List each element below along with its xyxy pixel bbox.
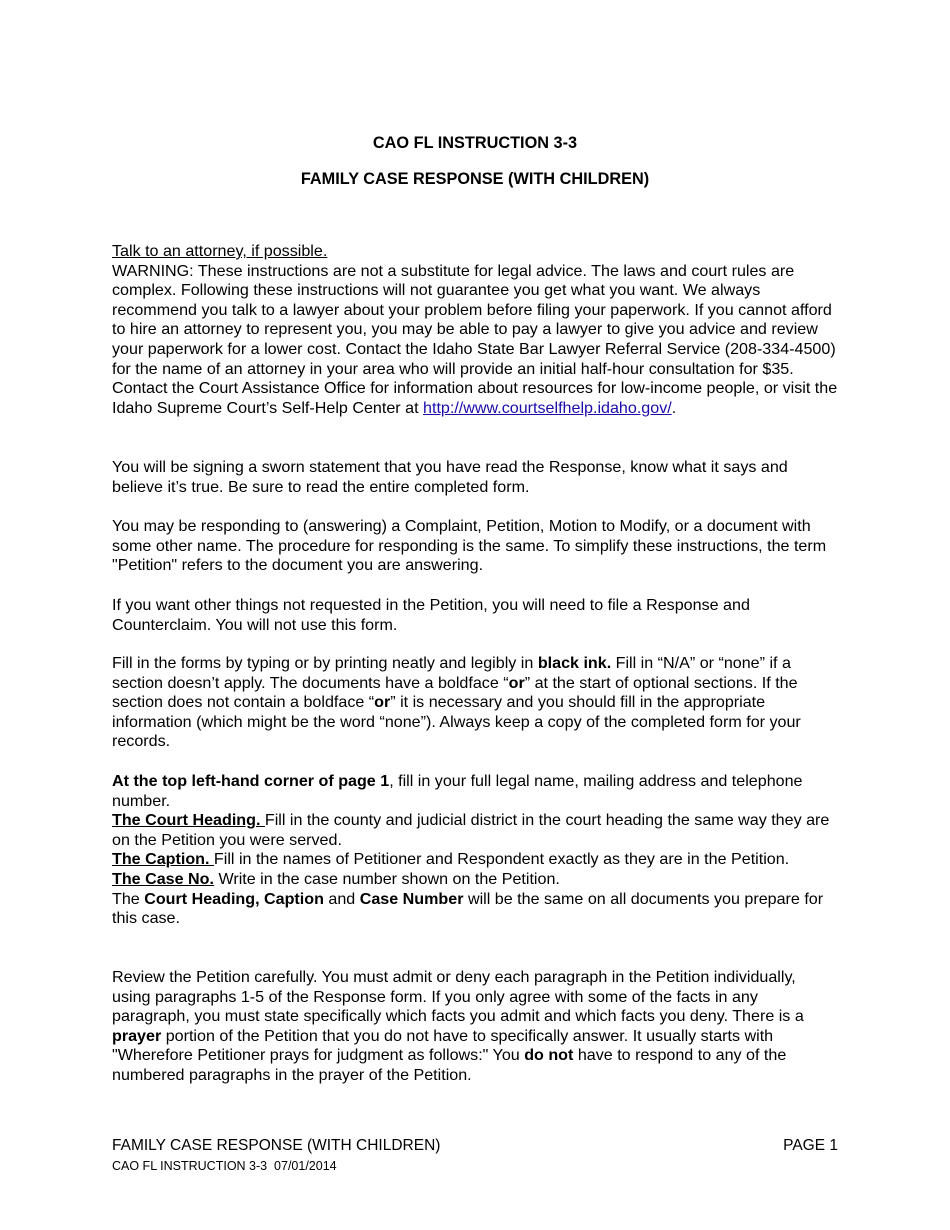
black-ink-bold: black ink. [537,654,612,672]
same-text-3: will be the same on all documents you prepare for this case. [112,889,824,928]
other-things-paragraph: If you want other things not requested in the Petition, you will need to file a Response and Counterclaim. You will not use this form. [112,596,750,634]
sworn-paragraph: You will be signing a sworn statement that you have read the Response, know what it says and believe it’s true. Be sure to read the entire completed form. [112,458,788,496]
case-no-text: Write in the case number shown on the Petition. [213,869,560,888]
fill-in-paragraph [112,654,838,752]
heading-instructions [112,772,838,929]
review-text-1: Review the Petition carefully. You must admit or deny each paragraph in the Petition individually, using paragraphs 1-5 of the Response form. If you only agree with some of the facts in any paragraph, you must state specifically which facts you admit and which facts you deny. There is a [112,968,804,1026]
fill-in-text-1: Fill in the forms by typing or by printing neatly and legibly in [112,654,538,672]
document-subtitle: FAMILY CASE RESPONSE (WITH CHILDREN) [300,170,650,188]
do-not-bold: do not [524,1046,574,1065]
responding-paragraph: You may be responding to (answering) a Complaint, Petition, Motion to Modify, or a document with some other name. The procedure for responding is the same. To simplify these instructions, the term "Petition" refers to the document you are answering. [112,517,827,575]
attorney-heading: Talk to an attorney, if possible. [112,242,328,260]
fill-in-text-4: ” it is necessary and you should fill in the appropriate information (which might be the word “none”). Always keep a copy of the completed form for your records. [112,693,801,751]
top-corner-text: , fill in your full legal name, mailing address and telephone number. [112,772,803,810]
same-text-1: The [112,889,145,908]
court-heading-label: The Court Heading. [112,811,265,830]
page-number: PAGE 1 [783,1137,838,1154]
document-title: CAO FL INSTRUCTION 3-3 [372,134,578,152]
footer-title: FAMILY CASE RESPONSE (WITH CHILDREN) [112,1137,441,1154]
warning-paragraph [112,242,838,418]
same-text-2: and [323,889,360,908]
caption-label: The Caption. [112,850,214,869]
footer-form-id: CAO FL INSTRUCTION 3-3 07/01/2014 [112,1159,337,1173]
review-text-2: portion of the Petition that you do not have to specifically answer. It usually starts with "Wherefore Petitioner prays for judgment as follows:" You [112,1026,774,1065]
fill-in-text-3: ” at the start of optional sections. If the section does not contain a boldface “ [112,673,798,712]
courtselfhelp-link[interactable]: http://www.courtselfhelp.idaho.gov/ [423,398,672,417]
court-heading-text: Fill in the county and judicial district in the court heading the same way they are on the Petition you were served. [112,811,830,849]
caption-text: Fill in the names of Petitioner and Respondent exactly as they are in the Petition. [213,850,790,869]
warning-text: WARNING: These instructions are not a substitute for legal advice. The laws and court rules are complex. Following these instructions will not guarantee you get what you want. We always recommend you talk to a lawyer about your problem before filing your paperwork. If you cannot afford to hire an attorney to represent you, you may be able to pay a lawyer to give you advice and review your paperwork for a lower cost. Contact the Idaho State Bar Lawyer Referral Service (208-334-4500) for the name of an attorney in your area who will provide an initial half-hour consultation for $35. Contact the Court Assistance Office for information about resources for low-income people, or visit the Idaho Supreme Court’s Self-Help Center at [112,261,838,417]
case-number-bold: Case Number [359,889,464,908]
review-paragraph [112,968,838,1086]
prayer-bold: prayer [112,1026,162,1045]
or-bold-1: or [508,673,525,692]
case-no-label: The Case No. [112,869,214,888]
or-bold-2: or [374,693,391,712]
fill-in-text-2: Fill in “N/A” or “none” if a section doesn’t apply. The documents have a boldface “ [112,654,791,692]
document-page [112,0,838,1230]
top-corner-label: At the top left-hand corner of page 1 [112,772,390,790]
review-text-3: have to respond to any of the numbered paragraphs in the prayer of the Petition. [112,1046,787,1084]
warning-end: . [671,398,677,417]
court-heading-caption-bold: Court Heading, Caption [144,889,324,908]
